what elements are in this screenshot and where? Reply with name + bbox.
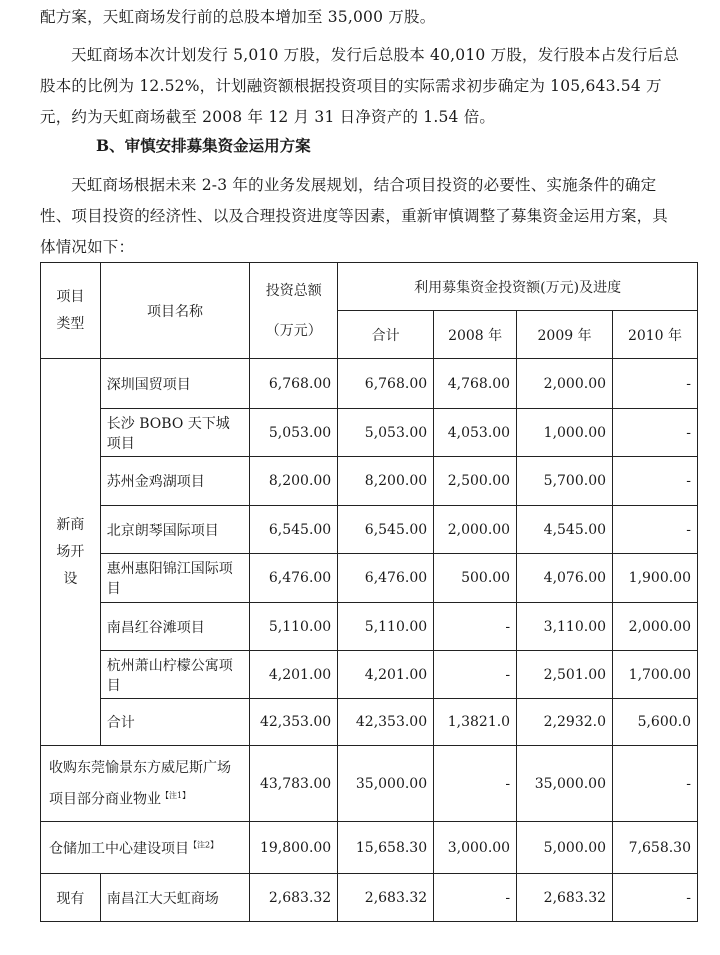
row-2009: 3,110.00: [517, 603, 613, 651]
table-row: [41, 409, 698, 457]
row-2010: -: [613, 457, 698, 506]
row-2008: 4,053.00: [434, 409, 517, 457]
table-row-subtotal: [41, 699, 698, 746]
row-name: 北京朗琴国际项目: [100, 506, 249, 554]
table-row-acquisition: [41, 746, 698, 822]
row-2009: 2,000.00: [517, 359, 613, 409]
row-2010: 7,658.30: [613, 822, 698, 874]
row-2008: 3,000.00: [434, 822, 517, 874]
row-name: 仓储加工中心建设项目$^{【注2】}$: [41, 822, 250, 874]
row-2010: 2,000.00: [613, 603, 698, 651]
row-2010: 5,600.0: [613, 699, 698, 746]
row-2010: -: [613, 409, 698, 457]
row-sum: 5,110.00: [338, 603, 434, 651]
row-sum: 35,000.00: [338, 746, 434, 822]
table-row: [41, 603, 698, 651]
row-sum: 8,200.00: [338, 457, 434, 506]
row-sum: 15,658.30: [338, 822, 434, 874]
paragraph-1: 配方案，天虹商场发行前的总股本增加至 35,000 万股。: [40, 8, 436, 26]
row-total: 5,110.00: [250, 603, 338, 651]
row-total: 19,800.00: [250, 822, 338, 874]
row-name: 南昌红谷滩项目: [100, 603, 249, 651]
row-2008: 1,3821.0: [434, 699, 517, 746]
table-row: [41, 457, 698, 506]
category-new-store: 新商 场开 设: [41, 359, 101, 746]
row-total: 42,353.00: [250, 699, 338, 746]
row-2009: 2,2932.0: [517, 699, 613, 746]
row-sum: 5,053.00: [338, 409, 434, 457]
header-project-name: 项目名称: [100, 263, 249, 359]
header-2010: 2010 年: [613, 311, 698, 359]
row-2009: 35,000.00: [517, 746, 613, 822]
row-total: 6,545.00: [250, 506, 338, 554]
row-name: 长沙 BOBO 天下城项目: [100, 409, 249, 457]
row-name: 杭州萧山柠檬公寓项目: [100, 651, 249, 699]
row-name: 合计: [100, 699, 249, 746]
row-sum: 42,353.00: [338, 699, 434, 746]
row-2008: -: [434, 874, 517, 922]
row-total: 6,476.00: [250, 554, 338, 603]
fund-usage-table: [40, 262, 698, 922]
row-name: 南昌江大天虹商场: [100, 874, 249, 922]
row-2008: -: [434, 651, 517, 699]
table-row: [41, 506, 698, 554]
row-total: 2,683.32: [250, 874, 338, 922]
category-existing: 现有: [41, 874, 101, 922]
row-2008: -: [434, 746, 517, 822]
row-sum: 2,683.32: [338, 874, 434, 922]
row-name: 深圳国贸项目: [100, 359, 249, 409]
header-2008: 2008 年: [434, 311, 517, 359]
paragraph-3: 天虹商场根据未来 2-3 年的业务发展规划，结合项目投资的必要性、实施条件的确定性、项目投资的经济性、以及合理投资进度等因素，重新审慎调整了募集资金运用方案，具体情况如下：: [40, 176, 669, 256]
row-sum: 6,768.00: [338, 359, 434, 409]
header-sum: 合计: [338, 311, 434, 359]
row-name: 苏州金鸡湖项目: [100, 457, 249, 506]
header-fund-group: 利用募集资金投资额(万元)及进度: [338, 263, 698, 311]
row-total: 43,783.00: [250, 746, 338, 822]
row-2010: 1,900.00: [613, 554, 698, 603]
row-2010: -: [613, 359, 698, 409]
row-2009: 4,076.00: [517, 554, 613, 603]
row-2009: 2,501.00: [517, 651, 613, 699]
row-2009: 1,000.00: [517, 409, 613, 457]
section-heading-b: B、审慎安排募集资金运用方案: [96, 136, 311, 155]
row-2010: 1,700.00: [613, 651, 698, 699]
table-row-warehouse: [41, 822, 698, 874]
table-row: [41, 651, 698, 699]
table-row: [41, 554, 698, 603]
row-2008: 2,500.00: [434, 457, 517, 506]
row-total: 5,053.00: [250, 409, 338, 457]
row-2009: 2,683.32: [517, 874, 613, 922]
header-project-type: 项目 类型: [41, 263, 101, 359]
row-2010: -: [613, 746, 698, 822]
row-2008: -: [434, 603, 517, 651]
row-sum: 6,476.00: [338, 554, 434, 603]
header-2009: 2009 年: [517, 311, 613, 359]
row-total: 6,768.00: [250, 359, 338, 409]
row-2010: -: [613, 506, 698, 554]
row-2008: 4,768.00: [434, 359, 517, 409]
row-2010: -: [613, 874, 698, 922]
row-name: 收购东莞愉景东方威尼斯广场项目部分商业物业$^{【注1】}$: [41, 746, 250, 822]
row-name: 惠州惠阳锦江国际项目: [100, 554, 249, 603]
row-2009: 5,700.00: [517, 457, 613, 506]
row-sum: 6,545.00: [338, 506, 434, 554]
paragraph-2: 天虹商场本次计划发行 5,010 万股，发行后总股本 40,010 万股，发行股本占发行后总股本的比例为 12.52%，计划融资额根据投资项目的实际需求初步确定为 105,643.54 万元，约为天虹商场截至 2008 年 12 月 31 日净资产的 1.54 倍。: [40, 46, 680, 126]
row-total: 8,200.00: [250, 457, 338, 506]
row-sum: 4,201.00: [338, 651, 434, 699]
header-total-investment: 投资总额 （万元）: [250, 263, 338, 359]
row-total: 4,201.00: [250, 651, 338, 699]
row-2009: 5,000.00: [517, 822, 613, 874]
row-2008: 2,000.00: [434, 506, 517, 554]
row-2008: 500.00: [434, 554, 517, 603]
row-2009: 4,545.00: [517, 506, 613, 554]
table-row: [41, 359, 698, 409]
table-row-existing: [41, 874, 698, 922]
